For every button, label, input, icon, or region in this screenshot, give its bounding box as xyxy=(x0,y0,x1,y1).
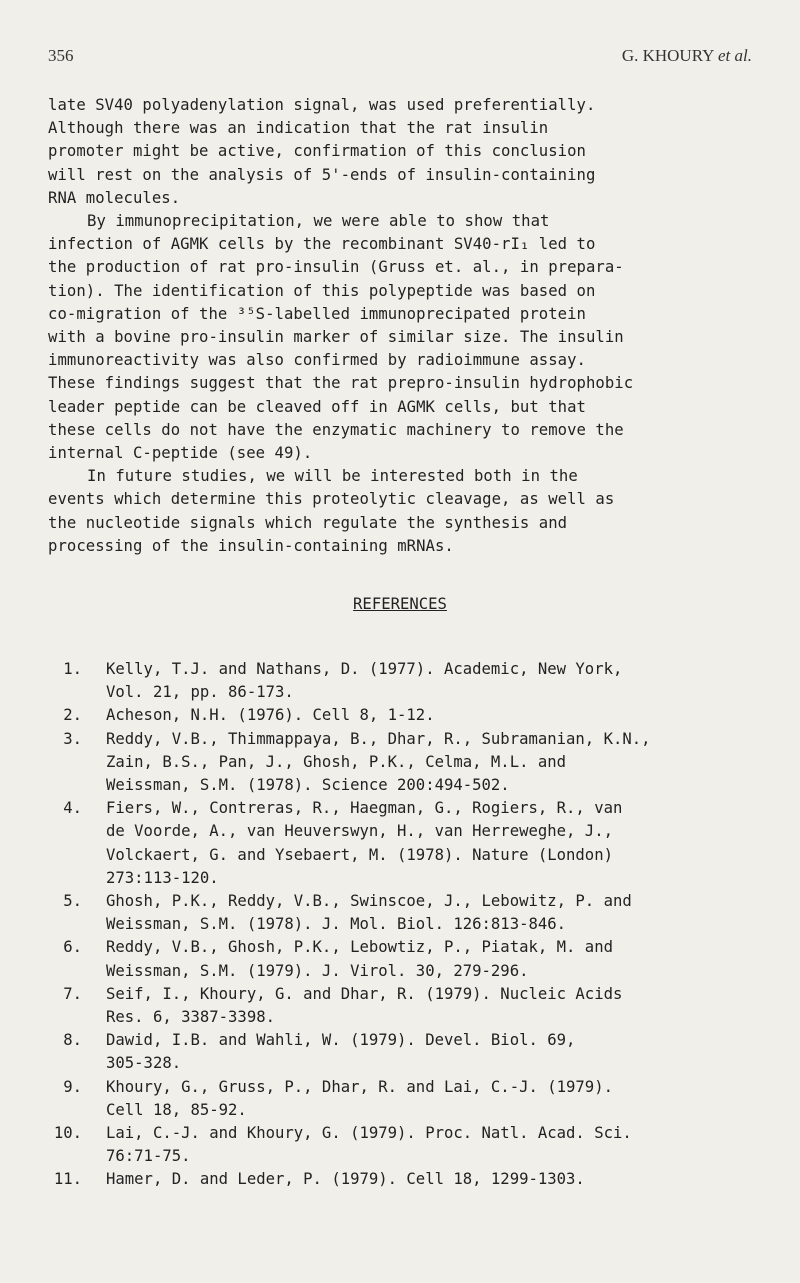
reference-number: 5. xyxy=(63,892,82,911)
reference-line: Weissman, S.M. (1979). J. Virol. 30, 279-296. xyxy=(106,961,529,980)
text-line: In future studies, we will be interested both in the xyxy=(87,467,578,486)
reference-number: 2. xyxy=(63,706,82,725)
body-text xyxy=(48,94,760,558)
reference-line: Res. 6, 3387-3398. xyxy=(106,1008,275,1027)
text-line: the production of rat pro-insulin (Gruss et. al., in prepara- xyxy=(48,258,624,277)
text-line: events which determine this proteolytic cleavage, as well as xyxy=(48,490,615,509)
text-line: these cells do not have the enzymatic machinery to remove the xyxy=(48,420,624,439)
reference-item xyxy=(48,797,768,890)
text-line: immunoreactivity was also confirmed by radioimmune assay. xyxy=(48,351,586,370)
paragraph-1 xyxy=(48,94,760,210)
running-head xyxy=(622,46,752,66)
reference-line: 273:113-120. xyxy=(106,868,219,887)
reference-line: Reddy, V.B., Ghosh, P.K., Lebowtiz, P., Piatak, M. and xyxy=(106,938,613,957)
reference-number: 3. xyxy=(63,729,82,748)
text-line: Although there was an indication that the rat insulin xyxy=(48,119,549,138)
running-head-author: G. KHOURY xyxy=(621,46,714,65)
reference-item xyxy=(48,658,768,704)
reference-item xyxy=(48,983,768,1029)
reference-list xyxy=(48,658,768,1192)
reference-item xyxy=(48,890,768,936)
page-header xyxy=(48,46,752,70)
reference-number: 8. xyxy=(63,1031,82,1050)
text-line: late SV40 polyadenylation signal, was used preferentially. xyxy=(48,96,596,114)
reference-number: 9. xyxy=(63,1077,82,1096)
reference-item xyxy=(48,936,768,982)
reference-number: 10. xyxy=(53,1124,82,1143)
text-line: will rest on the analysis of 5'-ends of insulin-containing xyxy=(48,165,596,184)
reference-number: 11. xyxy=(53,1170,82,1189)
reference-item xyxy=(48,1168,768,1191)
page-number: 356 xyxy=(48,46,74,65)
paragraph-3 xyxy=(48,465,760,558)
reference-item xyxy=(48,704,768,727)
text-line: co-migration of the ³⁵S-labelled immunoprecipated protein xyxy=(48,304,586,323)
text-line: These findings suggest that the rat prepro-insulin hydrophobic xyxy=(48,374,634,393)
reference-number: 1. xyxy=(63,660,82,678)
text-line: By immunoprecipitation, we were able to show that xyxy=(87,212,550,231)
reference-number: 7. xyxy=(63,984,82,1003)
reference-line: Dawid, I.B. and Wahli, W. (1979). Devel. Biol. 69, xyxy=(106,1031,576,1050)
reference-number: 6. xyxy=(63,938,82,957)
reference-line: Lai, C.-J. and Khoury, G. (1979). Proc. Natl. Acad. Sci. xyxy=(106,1124,632,1143)
reference-line: Ghosh, P.K., Reddy, V.B., Swinscoe, J., Lebowitz, P. and xyxy=(106,892,632,911)
reference-item xyxy=(48,1122,768,1168)
text-line: internal C-peptide (see 49). xyxy=(48,444,313,463)
reference-line: 76:71-75. xyxy=(106,1147,191,1166)
text-line: RNA molecules. xyxy=(48,188,181,207)
reference-line: Vol. 21, pp. 86-173. xyxy=(106,683,294,702)
reference-line: Weissman, S.M. (1978). J. Mol. Biol. 126:813-846. xyxy=(106,915,567,934)
reference-line: Volckaert, G. and Ysebaert, M. (1978). Nature (London) xyxy=(106,845,613,864)
reference-line: 305-328. xyxy=(106,1054,182,1073)
text-line: processing of the insulin-containing mRNAs. xyxy=(48,536,454,555)
text-line: the nucleotide signals which regulate the synthesis and xyxy=(48,513,568,532)
reference-line: Seif, I., Khoury, G. and Dhar, R. (1979). Nucleic Acids xyxy=(106,984,623,1003)
reference-line: Zain, B.S., Pan, J., Ghosh, P.K., Celma, M.L. and xyxy=(106,752,567,771)
text-line: promoter might be active, confirmation of this conclusion xyxy=(48,142,586,161)
text-line: tion). The identification of this polypeptide was based on xyxy=(48,281,596,300)
reference-line: Hamer, D. and Leder, P. (1979). Cell 18, 1299-1303. xyxy=(106,1170,585,1189)
text-line: with a bovine pro-insulin marker of similar size. The insulin xyxy=(48,328,624,347)
reference-line: Reddy, V.B., Thimmappaya, B., Dhar, R., Subramanian, K.N., xyxy=(106,729,651,748)
reference-line: de Voorde, A., van Heuverswyn, H., van Herreweghe, J., xyxy=(106,822,613,841)
reference-line: Cell 18, 85-92. xyxy=(106,1100,247,1119)
text-line: infection of AGMK cells by the recombinant SV40-rI₁ led to xyxy=(48,235,596,254)
text-line: leader peptide can be cleaved off in AGMK cells, but that xyxy=(48,397,586,416)
reference-line: Acheson, N.H. (1976). Cell 8, 1-12. xyxy=(106,706,435,725)
running-head-etal: et al. xyxy=(718,46,752,65)
reference-item xyxy=(48,1076,768,1122)
reference-number: 4. xyxy=(63,799,82,818)
reference-item xyxy=(48,728,768,798)
references-heading: REFERENCES xyxy=(353,595,447,613)
reference-line: Kelly, T.J. and Nathans, D. (1977). Academic, New York, xyxy=(106,660,623,678)
reference-line: Weissman, S.M. (1978). Science 200:494-502. xyxy=(106,776,510,795)
reference-item xyxy=(48,1029,768,1075)
reference-line: Fiers, W., Contreras, R., Haegman, G., Rogiers, R., van xyxy=(106,799,623,818)
reference-line: Khoury, G., Gruss, P., Dhar, R. and Lai, C.-J. (1979). xyxy=(106,1077,613,1096)
paragraph-2 xyxy=(48,210,760,465)
